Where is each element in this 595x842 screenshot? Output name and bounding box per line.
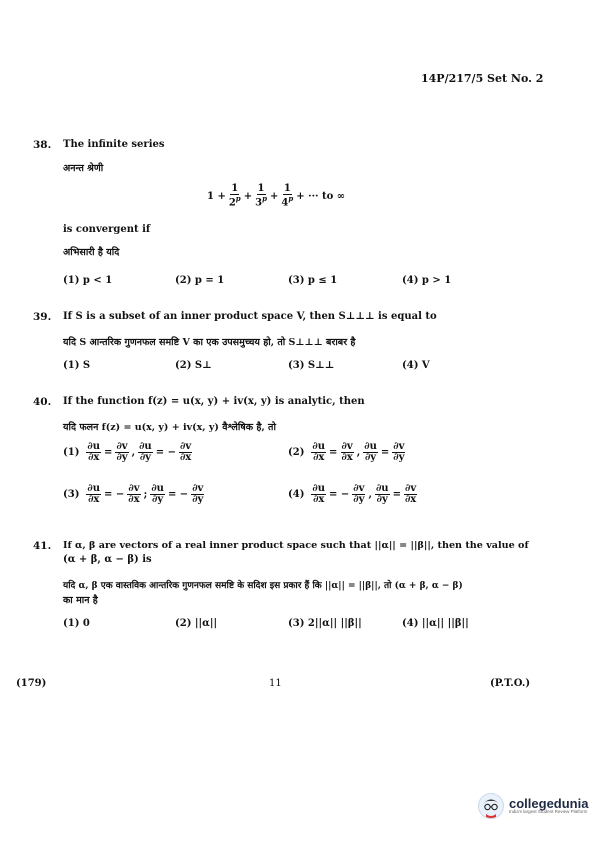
option-1[interactable]: (1) p < 1 [63,275,113,286]
option-4[interactable]: (4) p > 1 [402,275,452,286]
option-1[interactable]: (1) 0 [63,618,90,629]
question-text-hi-cont: का मान है [63,595,98,606]
question-text-hi: अनन्त श्रेणी [63,163,104,174]
option-1[interactable]: (1) $\frac{\partial u}{\partial x}$ = $\frac{\partial v}{\partial y}$ , $\frac{\partial u}{\partial y}$ = − $\frac{\partial v}{\partial x}$ [63,441,192,463]
option-2[interactable]: (2) $\frac{\partial u}{\partial x}$ = $\frac{\partial v}{\partial x}$ , $\frac{\partial u}{\partial y}$ = $\frac{\partial v}{\partial y}$ [288,441,405,463]
question-text-hi: यदि S आन्तरिक गुणनफल समष्टि V का एक उपसमुच्चय हो, तो S⊥⊥⊥ बराबर है [63,337,356,348]
question-text-en-cont: (α + β, α − β) is [63,554,152,565]
series-lead: 1 + [207,190,226,202]
option-3[interactable]: (3) 2||α|| ||β|| [288,618,362,629]
option-2[interactable]: (2) p = 1 [175,275,225,286]
option-3[interactable]: (3) p ≤ 1 [288,275,338,286]
question-number: 38. [33,139,52,151]
collegedunia-logo [478,793,588,819]
pto-mark: (P.T.O.) [490,678,531,689]
series-term-2: $\frac{1}{3^p}$ [255,183,267,209]
option-4[interactable]: (4) V [402,360,430,371]
page-number: 11 [269,678,282,689]
option-4[interactable]: (4) $\frac{\partial u}{\partial x}$ = − $\frac{\partial v}{\partial y}$ , $\frac{\partial u}{\partial y}$ = $\frac{\partial v}{\partial x}$ [288,483,417,505]
option-1[interactable]: (1) S [63,360,91,371]
paper-code: 14P/217/5 Set No. 2 [421,72,544,85]
brand-tagline: India's largest Student Review Platform [509,809,588,815]
question-condition-en: is convergent if [63,224,151,235]
option-2[interactable]: (2) ||α|| [175,618,218,629]
option-3[interactable]: (3) S⊥⊥ [288,360,335,371]
series-term-3: $\frac{1}{4^p}$ [281,183,294,209]
question-text-en: If S is a subset of an inner product space V, then S⊥⊥⊥ is equal to [63,311,437,322]
series-tail: + ··· to ∞ [296,190,346,202]
question-number: 39. [33,311,52,323]
question-text-hi: यदि फलन f(z) = u(x, y) + iv(x, y) वैश्लेषिक है, तो [63,422,276,433]
option-3[interactable]: (3) $\frac{\partial u}{\partial x}$ = − $\frac{\partial v}{\partial x}$ ; $\frac{\partial u}{\partial y}$ = − $\frac{\partial v}{\partial y}$ [63,483,204,505]
question-text-hi: यदि α, β एक वास्तविक आन्तरिक गुणनफल समष्टि के सदिश इस प्रकार हैं कि ||α|| = ||β||, तो (α + β, α − β) [63,581,463,591]
series-expression: 1 + $\frac{1}{2^p}$ + $\frac{1}{3^p}$ + $\frac{1}{4^p}$ + ··· to ∞ [207,183,346,209]
brand-name: collegedunia [509,795,589,811]
question-text-en: If α, β are vectors of a real inner product space such that ||α|| = ||β||, then the value of [63,540,529,551]
question-number: 40. [33,396,52,408]
question-condition-hi: अभिसारी है यदि [63,247,120,258]
question-text-en: The infinite series [63,139,165,150]
student-avatar-icon [478,793,504,819]
option-4[interactable]: (4) ||α|| ||β|| [402,618,469,629]
question-number: 41. [33,540,52,552]
footer-code: (179) [16,678,47,689]
option-2[interactable]: (2) S⊥ [175,360,212,371]
series-term-1: $\frac{1}{2^p}$ [228,183,241,209]
question-text-en: If the function f(z) = u(x, y) + iv(x, y) is analytic, then [63,396,365,407]
